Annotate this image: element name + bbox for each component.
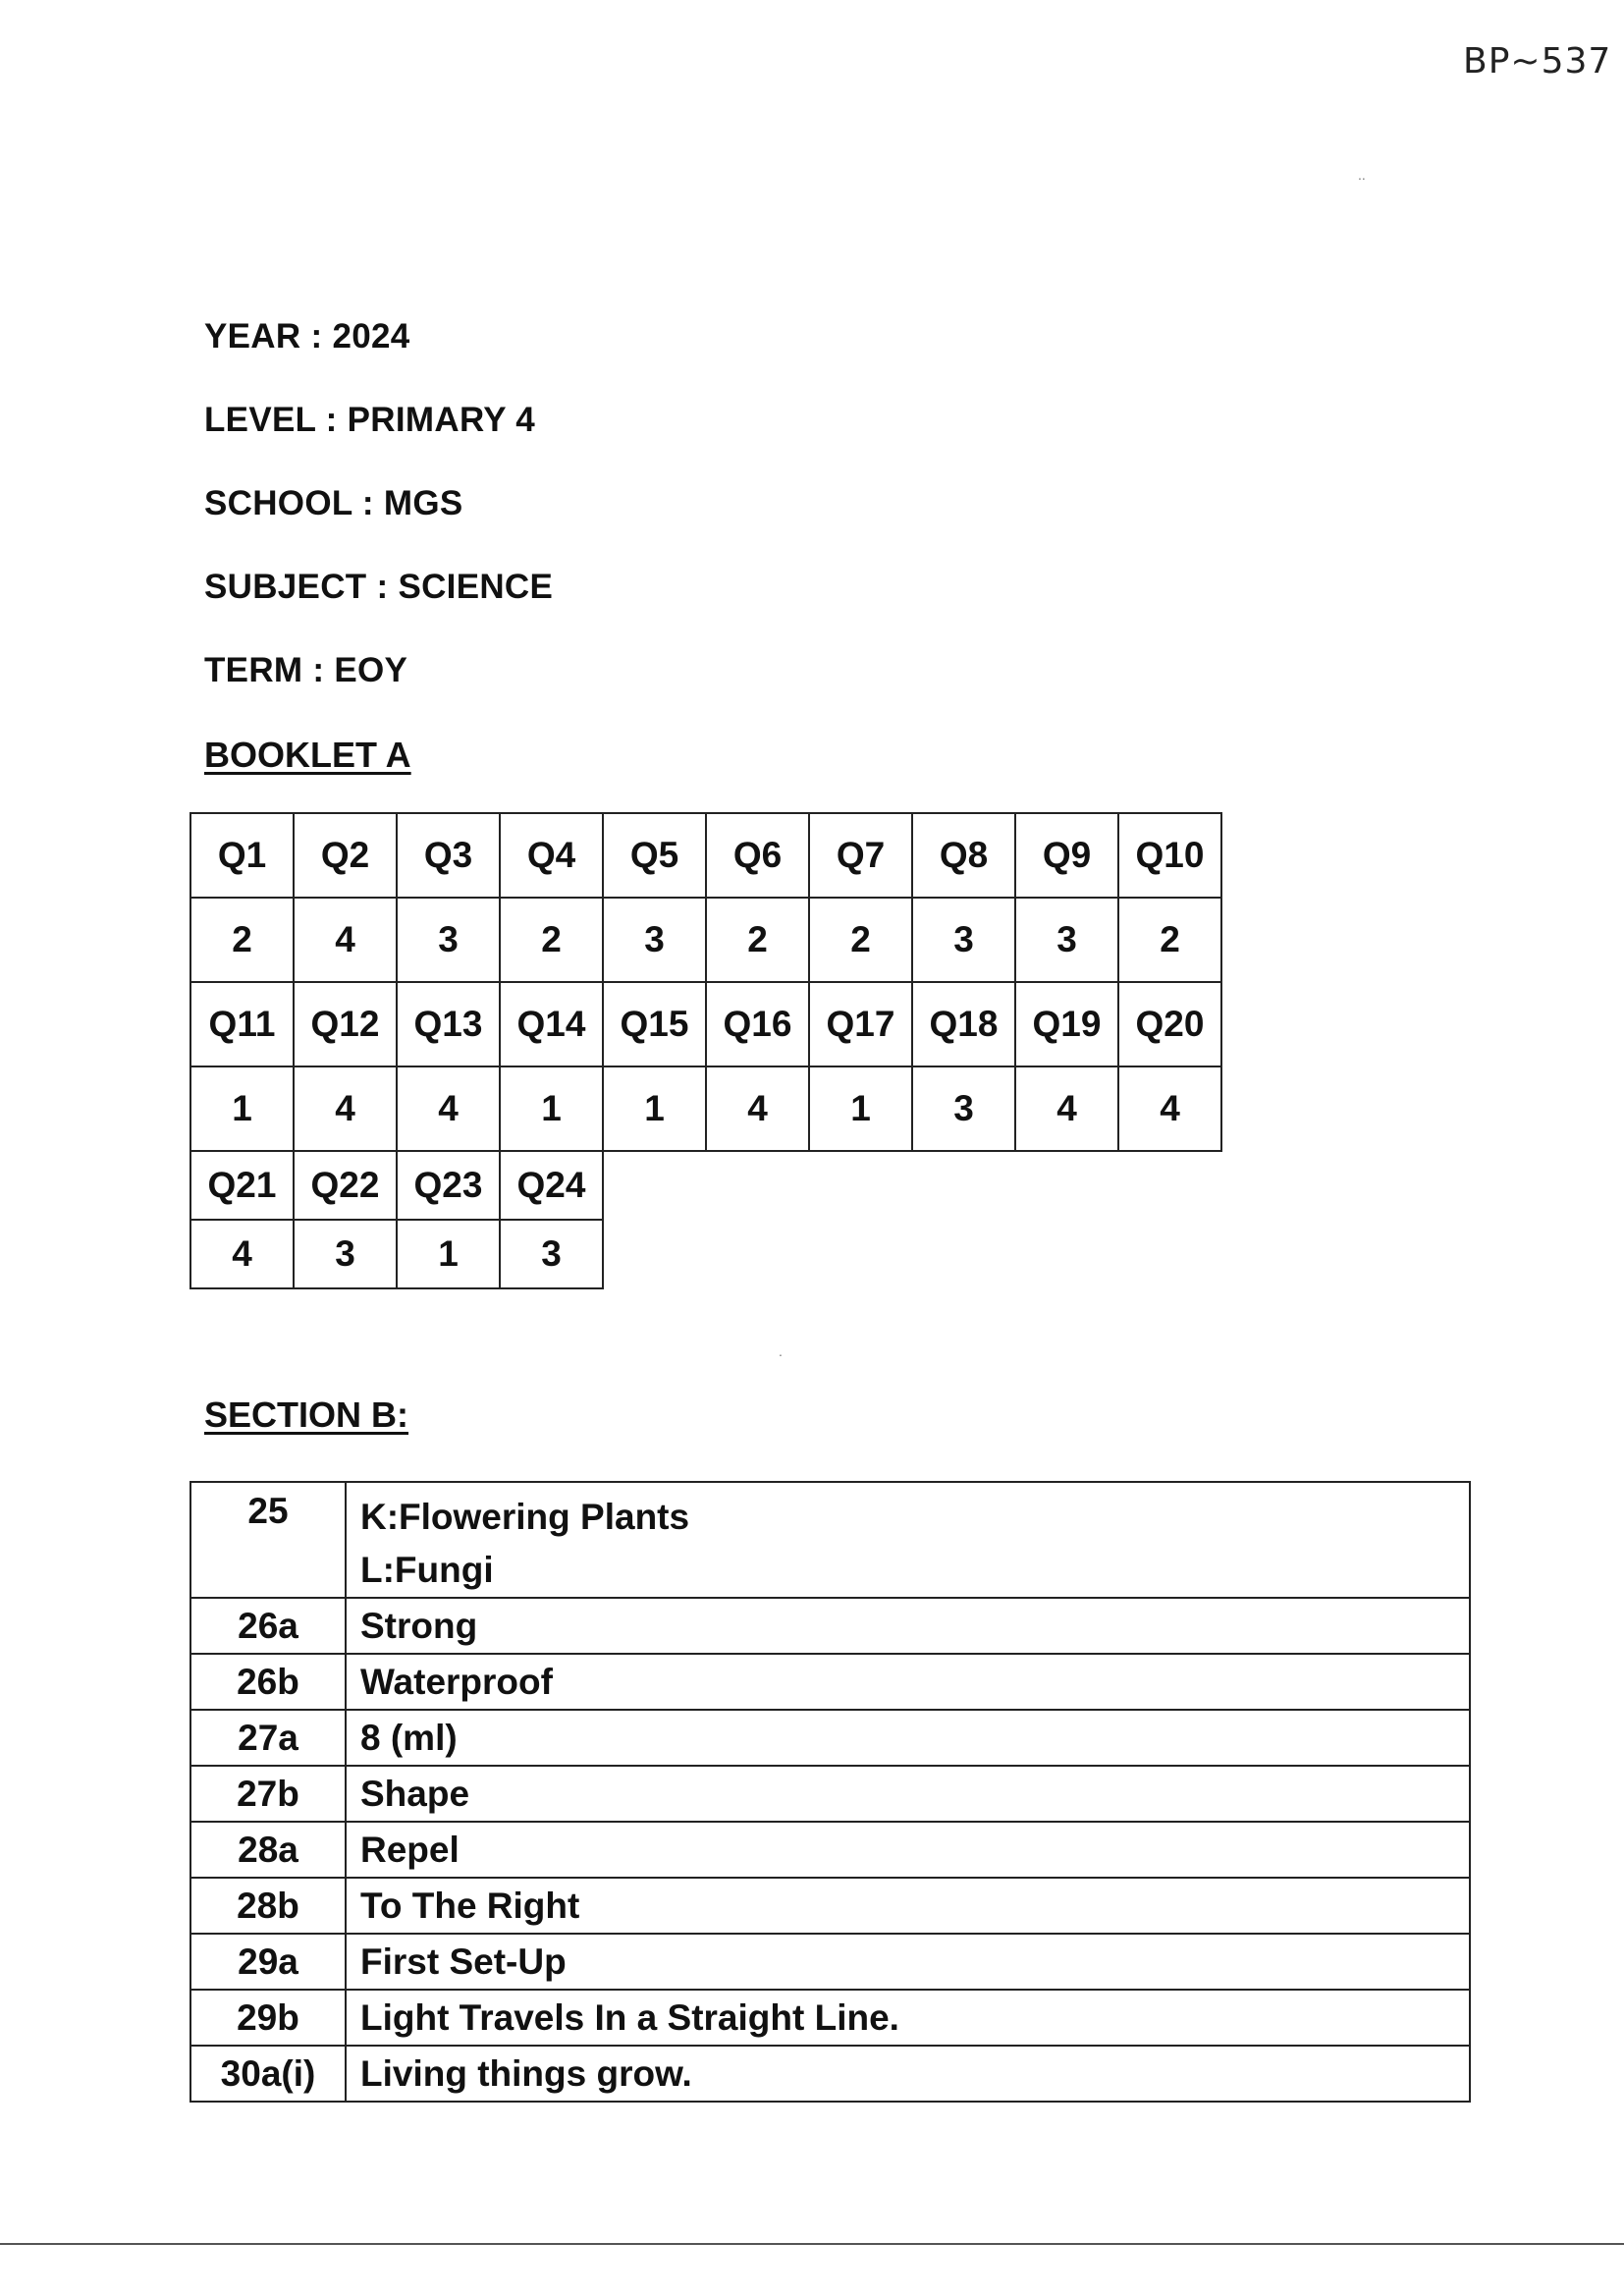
table-row [190,1878,1470,1934]
level-line: LEVEL : PRIMARY 4 [204,401,536,439]
answer-cell: 2 [1118,898,1221,982]
term-line: TERM : EOY [204,651,408,689]
empty-cell [912,1151,1015,1220]
answer-cell: 3 [1015,898,1118,982]
question-cell: Q13 [397,982,500,1066]
answer-cell: 3 [603,898,706,982]
question-cell: Q23 [397,1151,500,1220]
table-row [190,1990,1470,2046]
empty-cell [603,1151,706,1220]
table-row [190,1934,1470,1990]
question-cell: Q10 [1118,813,1221,898]
answer-cell: 1 [397,1220,500,1288]
table-row [190,1654,1470,1710]
table-row [190,1710,1470,1766]
booklet-a-heading: BOOKLET A [204,735,411,775]
answer-text: Living things grow. [346,2046,1470,2102]
question-cell: Q24 [500,1151,603,1220]
question-cell: Q5 [603,813,706,898]
answer-cell: 1 [500,1066,603,1151]
question-cell: Q3 [397,813,500,898]
question-number: 29a [190,1934,346,1990]
empty-cell [706,1220,809,1288]
question-number: 27a [190,1710,346,1766]
question-cell: Q1 [190,813,294,898]
section-b-answer-table [189,1481,1471,2103]
scan-speck: . [779,1343,783,1359]
answer-text: Waterproof [346,1654,1470,1710]
answer-cell: 4 [294,1066,397,1151]
answer-line: L:Fungi [360,1550,494,1590]
question-cell: Q21 [190,1151,294,1220]
question-cell: Q7 [809,813,912,898]
question-cell: Q12 [294,982,397,1066]
table-row [190,1598,1470,1654]
answer-cell: 3 [294,1220,397,1288]
question-number: 27b [190,1766,346,1822]
answer-cell: 3 [500,1220,603,1288]
answer-row-3 [190,1220,1221,1288]
question-cell: Q19 [1015,982,1118,1066]
question-cell: Q20 [1118,982,1221,1066]
document-code: BP~537 [1463,41,1612,82]
question-cell: Q4 [500,813,603,898]
empty-cell [912,1220,1015,1288]
empty-cell [809,1220,912,1288]
answer-cell: 4 [1015,1066,1118,1151]
empty-cell [603,1220,706,1288]
answer-text: 8 (ml) [346,1710,1470,1766]
answer-text: First Set-Up [346,1934,1470,1990]
answer-text: To The Right [346,1878,1470,1934]
question-cell: Q9 [1015,813,1118,898]
answer-line: K:Flowering Plants [360,1497,690,1537]
answer-text: Repel [346,1822,1470,1878]
answer-cell: 2 [809,898,912,982]
answer-text: Shape [346,1766,1470,1822]
answer-cell: 2 [190,898,294,982]
answer-cell: 1 [603,1066,706,1151]
question-cell: Q8 [912,813,1015,898]
question-number: 26a [190,1598,346,1654]
question-row-2 [190,982,1221,1066]
school-line: SCHOOL : MGS [204,484,463,522]
answer-cell: 2 [706,898,809,982]
table-row [190,1766,1470,1822]
question-number: 26b [190,1654,346,1710]
empty-cell [1118,1151,1221,1220]
answer-cell: 1 [809,1066,912,1151]
empty-cell [1015,1220,1118,1288]
question-cell: Q18 [912,982,1015,1066]
answer-cell: 4 [190,1220,294,1288]
bottom-scan-line [0,2243,1624,2245]
answer-cell: 2 [500,898,603,982]
question-row-3 [190,1151,1221,1220]
empty-cell [1118,1220,1221,1288]
answer-text [346,1482,1470,1598]
question-cell: Q15 [603,982,706,1066]
answer-text: Light Travels In a Straight Line. [346,1990,1470,2046]
booklet-a-answer-table [189,812,1222,1289]
answer-cell: 4 [706,1066,809,1151]
subject-line: SUBJECT : SCIENCE [204,568,554,606]
question-cell: Q11 [190,982,294,1066]
empty-cell [809,1151,912,1220]
question-cell: Q17 [809,982,912,1066]
answer-cell: 4 [1118,1066,1221,1151]
answer-cell: 3 [912,1066,1015,1151]
year-line: YEAR : 2024 [204,317,410,355]
scan-speck: .. [1358,167,1366,183]
answer-cell: 4 [397,1066,500,1151]
answer-cell: 3 [912,898,1015,982]
answer-text: Strong [346,1598,1470,1654]
question-number: 28b [190,1878,346,1934]
answer-cell: 1 [190,1066,294,1151]
table-row [190,1822,1470,1878]
empty-cell [1015,1151,1118,1220]
answer-row-2 [190,1066,1221,1151]
table-row [190,1482,1470,1598]
section-b-heading: SECTION B: [204,1394,409,1435]
question-number: 28a [190,1822,346,1878]
answer-row-1 [190,898,1221,982]
answer-cell: 4 [294,898,397,982]
question-cell: Q22 [294,1151,397,1220]
answer-cell: 3 [397,898,500,982]
question-cell: Q16 [706,982,809,1066]
empty-cell [706,1151,809,1220]
question-cell: Q14 [500,982,603,1066]
question-cell: Q6 [706,813,809,898]
question-number: 29b [190,1990,346,2046]
question-number: 30a(i) [190,2046,346,2102]
table-row [190,2046,1470,2102]
question-row-1 [190,813,1221,898]
question-number: 25 [190,1482,346,1598]
question-cell: Q2 [294,813,397,898]
